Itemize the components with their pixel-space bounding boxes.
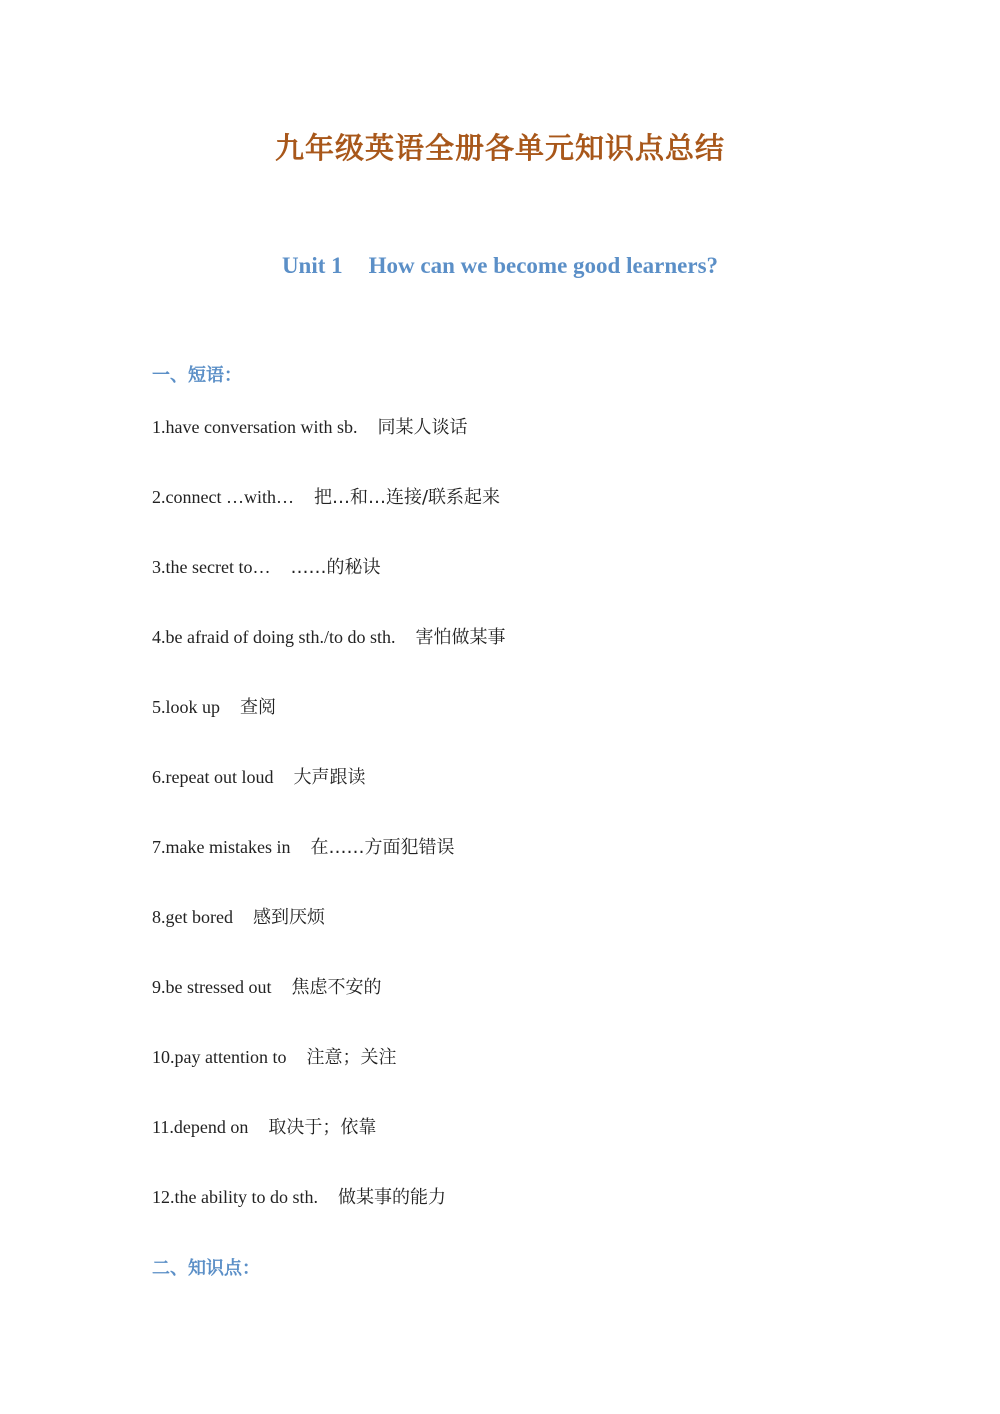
phrase-number: 1. bbox=[152, 417, 166, 437]
phrase-item bbox=[152, 1044, 505, 1114]
phrase-number: 7. bbox=[152, 837, 166, 857]
phrase-item bbox=[152, 1184, 505, 1254]
phrase-english: the secret to… bbox=[165, 557, 271, 577]
phrase-chinese: 同某人谈话 bbox=[377, 417, 468, 438]
phrase-item bbox=[152, 904, 505, 974]
phrase-english: the ability to do sth. bbox=[174, 1187, 318, 1207]
section-heading-phrases: 一、短语： bbox=[152, 365, 242, 386]
phrase-chinese: 焦虑不安的 bbox=[291, 977, 382, 998]
phrase-chinese: 在……方面犯错误 bbox=[310, 837, 455, 858]
phrase-chinese: 感到厌烦 bbox=[252, 907, 325, 928]
phrase-english: repeat out loud bbox=[165, 767, 274, 787]
phrase-chinese: 害怕做某事 bbox=[415, 627, 506, 648]
phrase-english: be afraid of doing sth./to do sth. bbox=[165, 627, 396, 647]
phrase-number: 6. bbox=[152, 767, 166, 787]
phrase-number: 8. bbox=[152, 907, 166, 927]
phrase-list bbox=[152, 414, 505, 1254]
phrase-chinese: 做某事的能力 bbox=[338, 1187, 446, 1208]
phrase-item bbox=[152, 624, 505, 694]
section-heading-knowledge-points: 二、知识点： bbox=[152, 1258, 260, 1279]
phrase-number: 3. bbox=[152, 557, 166, 577]
phrase-item bbox=[152, 694, 505, 764]
phrase-chinese: 把…和…连接/联系起来 bbox=[313, 487, 501, 508]
phrase-chinese: 大声跟读 bbox=[293, 767, 366, 788]
unit-label: Unit 1 bbox=[281, 253, 343, 278]
phrase-number: 4. bbox=[152, 627, 166, 647]
phrase-number: 2. bbox=[152, 487, 166, 507]
phrase-chinese: 查阅 bbox=[240, 697, 277, 718]
phrase-english: have conversation with sb. bbox=[165, 417, 358, 437]
phrase-item bbox=[152, 1114, 505, 1184]
phrase-english: depend on bbox=[173, 1117, 249, 1137]
phrase-english: look up bbox=[165, 697, 221, 717]
phrase-english: make mistakes in bbox=[165, 837, 291, 857]
phrase-chinese: ……的秘诀 bbox=[290, 557, 381, 578]
unit-heading bbox=[0, 253, 1000, 279]
phrase-number: 12. bbox=[152, 1187, 175, 1207]
phrase-item bbox=[152, 554, 505, 624]
phrase-item bbox=[152, 764, 505, 834]
phrase-chinese: 注意；关注 bbox=[306, 1047, 397, 1068]
phrase-english: get bored bbox=[165, 907, 233, 927]
phrase-item bbox=[152, 834, 505, 904]
phrase-english: connect …with… bbox=[165, 487, 294, 507]
phrase-english: be stressed out bbox=[165, 977, 272, 997]
phrase-item bbox=[152, 974, 505, 1044]
phrase-number: 10. bbox=[152, 1047, 175, 1067]
phrase-chinese: 取决于；依靠 bbox=[268, 1117, 377, 1138]
phrase-item bbox=[152, 484, 505, 554]
phrase-english: pay attention to bbox=[174, 1047, 287, 1067]
phrase-number: 9. bbox=[152, 977, 166, 997]
phrase-number: 5. bbox=[152, 697, 166, 717]
phrase-number: 11. bbox=[152, 1117, 174, 1137]
phrase-item bbox=[152, 414, 505, 484]
unit-question: How can we become good learners? bbox=[368, 253, 719, 278]
document-title: 九年级英语全册各单元知识点总结 bbox=[274, 131, 725, 165]
